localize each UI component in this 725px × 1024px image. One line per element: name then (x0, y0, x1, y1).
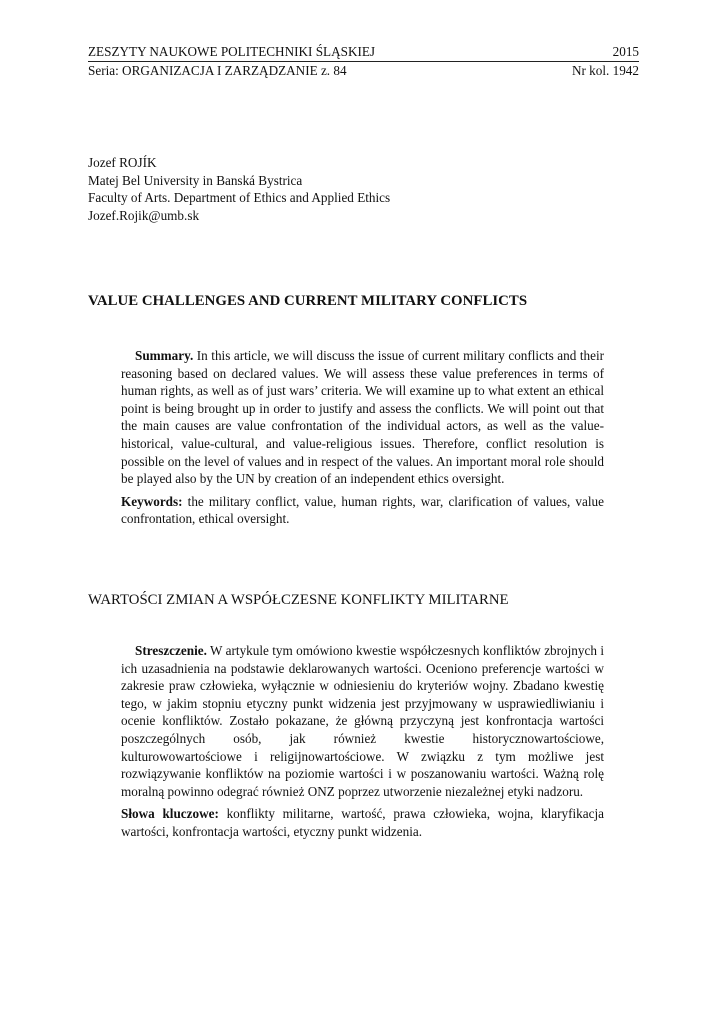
slowa-kluczowe-text: konflikty militarne, wartość, prawa człowieka, wojna, klaryfikacja wartości, konfrontacja wartości, etyczny punkt widzenia. (121, 806, 604, 839)
english-title: VALUE CHALLENGES AND CURRENT MILITARY CONFLICTS (88, 293, 528, 309)
running-header-bottom (88, 63, 639, 79)
polish-summary (121, 642, 604, 800)
running-header-top (88, 44, 639, 62)
keywords-label: Keywords: (121, 493, 183, 509)
author-department: Faculty of Arts. Department of Ethics and Applied Ethics (88, 190, 391, 206)
streszczenie-label: Streszczenie. (135, 643, 207, 658)
summary-label: Summary. (135, 348, 194, 363)
journal-name: ZESZYTY NAUKOWE POLITECHNIKI ŚLĄSKIEJ (88, 44, 376, 59)
author-block (88, 154, 390, 224)
keywords-text: the military conflict, value, human rights, war, clarification of values, value confrontation, ethical oversight. (121, 493, 604, 527)
author-name: Jozef ROJÍK (88, 155, 157, 170)
issue-number: Nr kol. 1942 (571, 63, 639, 78)
author-university: Matej Bel University in Banská Bystrica (88, 172, 303, 188)
polish-abstract (121, 642, 604, 841)
journal-year: 2015 (612, 44, 639, 59)
english-abstract (121, 347, 604, 528)
polish-title: WARTOŚCI ZMIAN A WSPÓŁCZESNE KONFLIKTY MILITARNE (88, 592, 509, 608)
slowa-kluczowe-label: Słowa kluczowe: (121, 806, 219, 822)
english-keywords (121, 493, 604, 528)
polish-keywords (121, 805, 604, 840)
english-summary (121, 347, 604, 488)
streszczenie-text: W artykule tym omówiono kwestie współczesnych konfliktów zbrojnych i ich uzasadnienia na podstawie deklarowanych wartości. Oceniono preferencje wartości w zakresie praw człowieka, wyłącznie w odniesieniu do kryteriów wojny. Zbadano kwestię tego, w jakim stopniu etyczny punkt widzenia jest przyjmowany w usprawiedliwianiu i ocenie konfliktów. Zostało pokazane, że główną przyczyną jest konfrontacja wartości poszczególnych osób, jak również kwestie historycznowartościowe, kulturowowartościowe i religijnowartościowe. W związku z tym możliwe jest rozwiązywanie konfliktów na poziomie wartości i w poszanowaniu wartości. Ważną rolę moralną powinno odegrać również ONZ poprzez utworzenie niezależnej etyki nadzoru. (121, 643, 604, 799)
summary-text: In this article, we will discuss the issue of current military conflicts and their reasoning based on declared values. We will assess these value preferences in terms of human rights, as well as of just wars’ criteria. We will examine up to what extent an ethical point is being brought up in order to justify and assess the conflicts. We will point out that the main causes are value confrontation of the individual actors, as well as the value-historical, value-cultural, and value-religious issues. Therefore, conflict resolution is possible on the level of values and in respect of the values. An important moral role should be played also by the UN by creation of an independent ethics oversight. (121, 348, 604, 487)
author-email: Jozef.Rojik@umb.sk (88, 207, 200, 223)
series-name: Seria: ORGANIZACJA I ZARZĄDZANIE z. 84 (88, 63, 347, 78)
